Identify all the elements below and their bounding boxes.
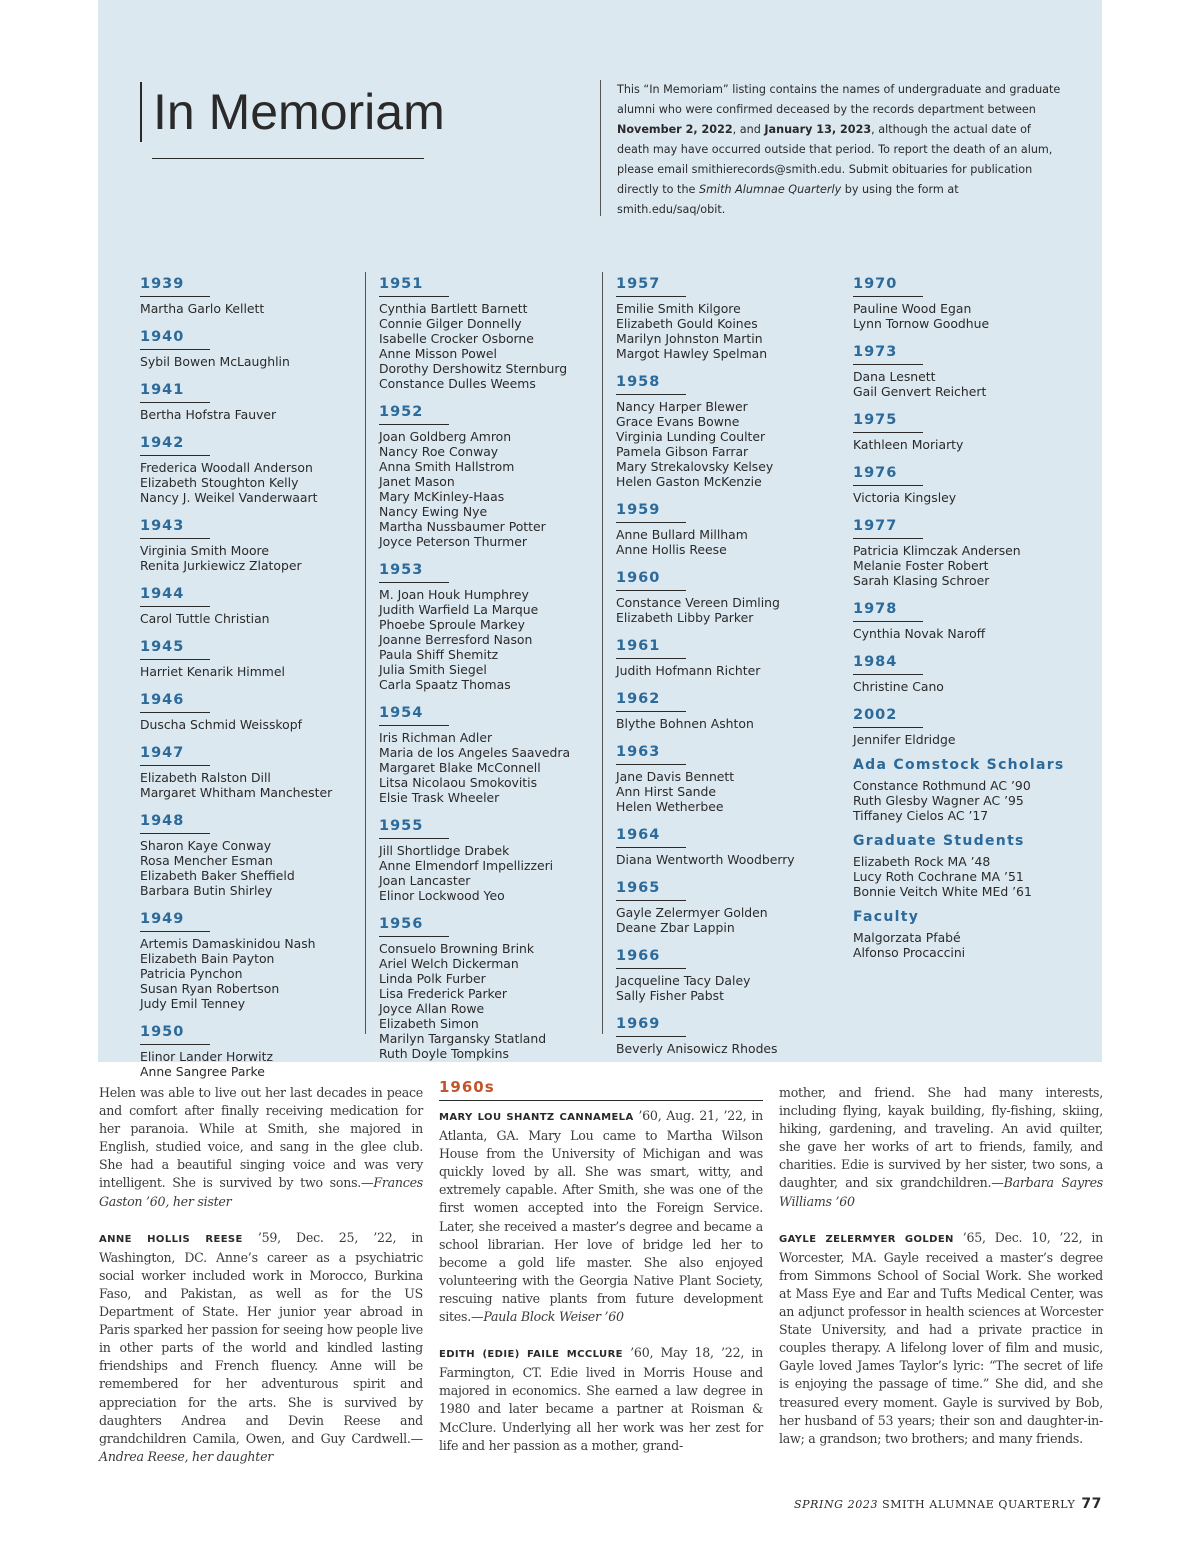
alum-name: Elsie Trask Wheeler	[379, 790, 500, 805]
name-list	[616, 301, 852, 361]
alum-name: Renita Jurkiewicz Zlatoper	[140, 558, 302, 573]
alum-name: Joan Goldberg Amron	[379, 429, 512, 444]
class-year-heading: 1944	[140, 586, 185, 602]
year-rule	[616, 764, 686, 765]
class-year-heading: 1956	[379, 916, 424, 932]
name-list	[853, 854, 1089, 899]
alum-name: Elinor Lockwood Yeo	[379, 888, 505, 903]
year-rule	[616, 522, 686, 523]
year-rule	[140, 833, 210, 834]
listing-column-3	[602, 272, 839, 1056]
alum-name: Patricia Pynchon	[140, 966, 243, 981]
alum-name: Beverly Anisowicz Rhodes	[616, 1041, 778, 1056]
year-rule	[616, 711, 686, 712]
name-list	[140, 354, 376, 369]
class-year-heading: 1976	[853, 465, 898, 481]
alum-name: Margaret Blake McConnell	[379, 760, 541, 775]
alum-name: Mary Strekalovsky Kelsey	[616, 459, 774, 474]
alum-name: Jacqueline Tacy Daley	[616, 973, 751, 988]
year-rule	[616, 658, 686, 659]
alum-name: Marilyn Targansky Statland	[379, 1031, 547, 1046]
alum-name: Artemis Damaskinidou Nash	[140, 936, 316, 951]
class-year-heading: 1947	[140, 745, 185, 761]
alum-name: Victoria Kingsley	[853, 490, 957, 505]
alum-name: Carla Spaatz Thomas	[379, 677, 511, 692]
alum-name: Pauline Wood Egan	[853, 301, 972, 316]
year-rule	[140, 538, 210, 539]
class-year-heading: 1940	[140, 329, 185, 345]
class-year-heading: 1973	[853, 344, 898, 360]
alum-name: Bertha Hofstra Fauver	[140, 407, 277, 422]
obituary-column-2	[439, 1078, 763, 1473]
class-year-heading: 1945	[140, 639, 185, 655]
name-list	[616, 1041, 852, 1056]
alum-name: Elizabeth Rock MA ’48	[853, 854, 991, 869]
name-list	[853, 437, 1089, 452]
alum-name: Patricia Klimczak Andersen	[853, 543, 1021, 558]
alum-name: Nancy Harper Blewer	[616, 399, 748, 414]
alum-name: Sally Fisher Pabst	[616, 988, 724, 1003]
class-year-heading: 1962	[616, 691, 661, 707]
alum-name: Ruth Glesby Wagner AC ’95	[853, 793, 1024, 808]
name-list	[379, 941, 615, 1061]
name-list	[853, 930, 1089, 960]
name-list	[140, 770, 376, 800]
class-year-heading: 1969	[616, 1016, 661, 1032]
title-rule	[152, 158, 424, 159]
alum-name: Lynn Tornow Goodhue	[853, 316, 990, 331]
footer-issue: SPRING 2023	[793, 1498, 879, 1511]
name-list	[616, 595, 852, 625]
year-rule	[616, 900, 686, 901]
name-list	[379, 301, 615, 391]
alum-name: Elizabeth Baker Sheffield	[140, 868, 295, 883]
name-list	[853, 301, 1089, 331]
name-list	[616, 852, 852, 867]
class-year-heading: 1975	[853, 412, 898, 428]
class-year-heading: 1984	[853, 654, 898, 670]
name-list	[140, 543, 376, 573]
name-list	[616, 973, 852, 1003]
year-rule	[853, 296, 923, 297]
year-rule	[140, 765, 210, 766]
name-list	[616, 663, 852, 678]
section-heading: Ada Comstock Scholars	[853, 757, 1065, 773]
alum-name: Judith Warfield La Marque	[379, 602, 539, 617]
alum-name: Phoebe Sproule Markey	[379, 617, 526, 632]
year-rule	[616, 968, 686, 969]
alum-name: Melanie Foster Robert	[853, 558, 989, 573]
alum-name: Joan Lancaster	[379, 873, 471, 888]
alum-name: Joyce Peterson Thurmer	[379, 534, 527, 549]
alum-name: Susan Ryan Robertson	[140, 981, 280, 996]
alum-name: Judy Emil Tenney	[140, 996, 246, 1011]
date-start: November 2, 2022	[617, 123, 733, 136]
class-year-heading: 1966	[616, 948, 661, 964]
alum-name: Rosa Mencher Esman	[140, 853, 273, 868]
page-footer	[794, 1496, 1102, 1512]
year-rule	[853, 485, 923, 486]
class-year-heading: 1942	[140, 435, 185, 451]
alum-name: Martha Garlo Kellett	[140, 301, 265, 316]
alum-name: Margaret Whitham Manchester	[140, 785, 333, 800]
listing-column-4	[853, 272, 1089, 1034]
alum-name: M. Joan Houk Humphrey	[379, 587, 529, 602]
alum-name: Ariel Welch Dickerman	[379, 956, 519, 971]
page-title: In Memoriam	[153, 84, 445, 140]
year-rule	[379, 936, 449, 937]
alum-name: Elizabeth Gould Koines	[616, 316, 758, 331]
year-rule	[379, 296, 449, 297]
alum-name: Frederica Woodall Anderson	[140, 460, 313, 475]
name-list	[379, 429, 615, 549]
class-year-heading: 1943	[140, 518, 185, 534]
year-rule	[616, 394, 686, 395]
alum-name: Constance Rothmund AC ’90	[853, 778, 1031, 793]
class-year-heading: 1978	[853, 601, 898, 617]
name-list	[379, 730, 615, 805]
alum-name: Anne Misson Powel	[379, 346, 497, 361]
name-list	[616, 527, 852, 557]
alum-name: Jane Davis Bennett	[616, 769, 735, 784]
obituary-column-3	[779, 1084, 1103, 1466]
class-year-heading: 1960	[616, 570, 661, 586]
alum-name: Constance Vereen Dimling	[616, 595, 780, 610]
year-rule	[379, 582, 449, 583]
footer-publication: SMITH ALUMNAE QUARTERLY	[882, 1498, 1076, 1511]
alum-name: Elinor Lander Horwitz	[140, 1049, 273, 1064]
alum-name: Gail Genvert Reichert	[853, 384, 987, 399]
year-rule	[616, 296, 686, 297]
class-year-heading: 1958	[616, 374, 661, 390]
alum-name: Nancy J. Weikel Vanderwaart	[140, 490, 318, 505]
class-year-heading: 1970	[853, 276, 898, 292]
alum-name: Maria de los Angeles Saavedra	[379, 745, 571, 760]
alum-name: Harriet Kenarik Himmel	[140, 664, 285, 679]
class-year-heading: 1963	[616, 744, 661, 760]
year-rule	[140, 659, 210, 660]
alum-name: Helen Gaston McKenzie	[616, 474, 762, 489]
year-rule	[140, 296, 210, 297]
class-year-heading: 1954	[379, 705, 424, 721]
obituary-gayle-zelermyer-golden: GAYLE ZELERMYER GOLDEN ’65, Dec. 10, ’22, in Worcester, MA. Gayle received a master’s degree from Simmons School of Social Work. She worked at Mass Eye and Ear and Tufts Medical Center, was an adjunct professor in health sciences at Worcester State University, and had a private practice in couples therapy. A lifelong lover of film and music, Gayle loved James Taylor’s lyric: “The secret of life is enjoying the passage of time.” She did, and she treasured every moment. Gayle is survived by Bob, her husband of 53 years; their son and daughter-in-law; a grandson; two brothers; and many friends.	[779, 1229, 1103, 1446]
name-list	[140, 838, 376, 898]
year-rule	[140, 1044, 210, 1045]
alum-name: Duscha Schmid Weisskopf	[140, 717, 302, 732]
alum-name: Anne Sangree Parke	[140, 1064, 265, 1079]
alum-name: Jill Shortlidge Drabek	[379, 843, 510, 858]
decade-rule	[439, 1100, 763, 1101]
alum-name: Jennifer Eldridge	[853, 732, 956, 747]
alum-name: Diana Wentworth Woodberry	[616, 852, 795, 867]
alum-name: Alfonso Procaccini	[853, 945, 966, 960]
year-rule	[140, 712, 210, 713]
year-rule	[379, 725, 449, 726]
year-rule	[140, 349, 210, 350]
alum-name: Kathleen Moriarty	[853, 437, 964, 452]
alum-name: Tiffaney Cielos AC ’17	[853, 808, 989, 823]
alum-name: Virginia Lunding Coulter	[616, 429, 766, 444]
class-year-heading: 1952	[379, 404, 424, 420]
class-year-heading: 1949	[140, 911, 185, 927]
year-rule	[616, 1036, 686, 1037]
year-rule	[140, 455, 210, 456]
class-year-heading: 1965	[616, 880, 661, 896]
class-year-heading: 1941	[140, 382, 185, 398]
class-year-heading: 1957	[616, 276, 661, 292]
alum-name: Janet Mason	[379, 474, 455, 489]
alum-name: Bonnie Veitch White MEd ’61	[853, 884, 1032, 899]
alum-name: Nancy Roe Conway	[379, 444, 499, 459]
name-list	[853, 626, 1089, 641]
alum-name: Anne Hollis Reese	[616, 542, 727, 557]
year-rule	[616, 847, 686, 848]
alum-name: Barbara Butin Shirley	[140, 883, 273, 898]
alum-name: Dana Lesnett	[853, 369, 936, 384]
alum-name: Lisa Frederick Parker	[379, 986, 508, 1001]
alum-name: Carol Tuttle Christian	[140, 611, 270, 626]
alum-name: Lucy Roth Cochrane MA ’51	[853, 869, 1024, 884]
alum-name: Iris Richman Adler	[379, 730, 493, 745]
name-list	[140, 1049, 376, 1079]
name-list	[379, 587, 615, 692]
name-list	[616, 905, 852, 935]
year-rule	[853, 727, 923, 728]
name-list	[853, 732, 1089, 747]
alum-name: Grace Evans Bowne	[616, 414, 740, 429]
publication-name: Smith Alumnae Quarterly	[698, 183, 842, 196]
alum-name: Sarah Klasing Schroer	[853, 573, 990, 588]
name-list	[853, 490, 1089, 505]
alum-name: Anne Bullard Millham	[616, 527, 748, 542]
name-list	[616, 716, 852, 731]
alum-name: Elizabeth Libby Parker	[616, 610, 754, 625]
alum-name: Christine Cano	[853, 679, 944, 694]
alum-name: Gayle Zelermyer Golden	[616, 905, 768, 920]
year-rule	[379, 838, 449, 839]
year-rule	[853, 538, 923, 539]
alum-name: Constance Dulles Weems	[379, 376, 536, 391]
class-year-heading: 1939	[140, 276, 185, 292]
alum-name: Elizabeth Bain Payton	[140, 951, 275, 966]
alum-name: Cynthia Bartlett Barnett	[379, 301, 528, 316]
name-list	[379, 843, 615, 903]
name-list	[616, 399, 852, 489]
alum-name: Joanne Berresford Nason	[379, 632, 533, 647]
alum-name: Deane Zbar Lappin	[616, 920, 735, 935]
date-end: January 13, 2023	[764, 123, 872, 136]
alum-name: Sharon Kaye Conway	[140, 838, 272, 853]
alum-name: Blythe Bohnen Ashton	[616, 716, 754, 731]
obituary-helen: Helen was able to live out her last decades in peace and comfort after finally receiving medication for her paranoia. While at Smith, she majored in English, studied voice, and sang in the glee club. She had a beautiful singing voice and was very intelligent. She is survived by two sons.—Frances Gaston ’60, her sister	[99, 1085, 423, 1209]
alum-name: Mary McKinley-Haas	[379, 489, 505, 504]
obituary-edith-faile-mcclure-continued: mother, and friend. She had many interests, including flying, kayak building, fly-fishing, skiing, hiking, gardening, and traveling. An avid quilter, she gave her works of art to friends, family, and charities. Edie is survived by her sister, two sons, a daughter, and six grandchildren.—Barbara Sayres Williams ’60	[779, 1085, 1104, 1209]
page-number: 77	[1081, 1496, 1102, 1512]
alum-name: Nancy Ewing Nye	[379, 504, 488, 519]
alum-name: Margot Hawley Spelman	[616, 346, 768, 361]
class-year-heading: 1953	[379, 562, 424, 578]
alum-name: Virginia Smith Moore	[140, 543, 269, 558]
year-rule	[853, 432, 923, 433]
alum-name: Julia Smith Siegel	[379, 662, 487, 677]
alum-name: Sybil Bowen McLaughlin	[140, 354, 290, 369]
name-list	[140, 936, 376, 1011]
alum-name: Dorothy Dershowitz Sternburg	[379, 361, 568, 376]
name-list	[140, 407, 376, 422]
year-rule	[140, 606, 210, 607]
year-rule	[853, 364, 923, 365]
alum-name: Litsa Nicolaou Smokovitis	[379, 775, 538, 790]
listing-column-2	[365, 272, 602, 1061]
title-bar	[140, 82, 142, 142]
class-year-heading: 1951	[379, 276, 424, 292]
year-rule	[853, 674, 923, 675]
alum-name: Marilyn Johnston Martin	[616, 331, 763, 346]
alum-name: Elizabeth Simon	[379, 1016, 479, 1031]
class-year-heading: 1959	[616, 502, 661, 518]
name-list	[616, 769, 852, 814]
obituary-edith-faile-mcclure: EDITH (EDIE) FAILE MCCLURE ’60, May 18, ’22, in Farmington, CT. Edie lived in Morris House and majored in economics. She earned a law degree in 1980 and later became a partner at Roisman & McClure. Underlying all her work was her zest for life and her passion as a mother, grand-	[439, 1345, 763, 1453]
obituary-column-1	[99, 1084, 423, 1484]
alum-name: Ruth Doyle Tompkins	[379, 1046, 509, 1061]
year-rule	[140, 402, 210, 403]
class-year-heading: 1948	[140, 813, 185, 829]
obituary-mary-lou-shantz-cannamela: MARY LOU SHANTZ CANNAMELA ’60, Aug. 21, ’22, in Atlanta, GA. Mary Lou came to Martha Wilson House from the University of Michigan and was quickly loved by all. She was smart, witty, and extremely capable. After Smith, she was one of the first women accepted into the Foreign Service. Later, she received a master’s degree and became a school librarian. Her love of bridge led her to become a gold life master. She also enjoyed volunteering with the Georgia Native Plant Society, rescuing native plants from future development sites.—Paula Block Weiser ’60	[439, 1108, 763, 1325]
class-year-heading: 1955	[379, 818, 424, 834]
alum-name: Judith Hofmann Richter	[616, 663, 761, 678]
name-list	[853, 679, 1089, 694]
alum-name: Connie Gilger Donnelly	[379, 316, 522, 331]
section-heading: Graduate Students	[853, 833, 1025, 849]
alum-name: Joyce Allan Rowe	[379, 1001, 485, 1016]
alum-name: Consuelo Browning Brink	[379, 941, 535, 956]
name-list	[140, 460, 376, 505]
decade-heading: 1960s	[439, 1078, 495, 1096]
year-rule	[853, 621, 923, 622]
name-list	[853, 778, 1089, 823]
alum-name: Malgorzata Pfabé	[853, 930, 961, 945]
alum-name: Cynthia Novak Naroff	[853, 626, 986, 641]
name-list	[140, 664, 376, 679]
name-list	[140, 301, 376, 316]
name-list	[853, 543, 1089, 588]
alum-name: Linda Polk Furber	[379, 971, 486, 986]
alum-name: Ann Hirst Sande	[616, 784, 717, 799]
intro-text: This “In Memoriam” listing contains the names of undergraduate and graduate alumni who were confirmed deceased by the records department between November 2, 2022, and January 13, 2023, although the actual date of death may have occurred outside that period. To report the death of an alum, please email smithierecords@smith.edu. Submit obituaries for publication directly to the Smith Alumnae Quarterly by using the form at smith.edu/saq/obit.	[600, 80, 1066, 216]
alum-name: Martha Nussbaumer Potter	[379, 519, 546, 534]
alum-name: Anne Elmendorf Impellizzeri	[379, 858, 554, 873]
listing-column-1	[140, 272, 376, 1079]
section-heading: Faculty	[853, 909, 920, 925]
alum-name: Elizabeth Ralston Dill	[140, 770, 271, 785]
alum-name: Emilie Smith Kilgore	[616, 301, 741, 316]
name-list	[140, 717, 376, 732]
year-rule	[379, 424, 449, 425]
alum-name: Isabelle Crocker Osborne	[379, 331, 534, 346]
name-list	[140, 611, 376, 626]
alum-name: Paula Shiff Shemitz	[379, 647, 499, 662]
class-year-heading: 1977	[853, 518, 898, 534]
name-list	[853, 369, 1089, 399]
alum-name: Anna Smith Hallstrom	[379, 459, 515, 474]
class-year-heading: 1964	[616, 827, 661, 843]
obituary-anne-hollis-reese: ANNE HOLLIS REESE ’59, Dec. 25, ’22, in Washington, DC. Anne’s career as a psychiatric social worker included work in Morocco, Burkina Faso, and Pakistan, as well as for the US Department of State. Her junior year abroad in Paris sparked her passion for seeing how people live in other parts of the world and kindled lasting friendships and French fluency. Anne will be remembered for her adventurous spirit and appreciation for the arts. She is survived by daughters Andrea and Devin Reese and grandchildren Camila, Owen, and Guy Cardwell.—Andrea Reese, her daughter	[99, 1229, 423, 1464]
year-rule	[140, 931, 210, 932]
class-year-heading: 1946	[140, 692, 185, 708]
year-rule	[616, 590, 686, 591]
class-year-heading: 1950	[140, 1024, 185, 1040]
class-year-heading: 1961	[616, 638, 661, 654]
alum-name: Elizabeth Stoughton Kelly	[140, 475, 299, 490]
class-year-heading: 2002	[853, 707, 898, 723]
alum-name: Pamela Gibson Farrar	[616, 444, 749, 459]
alum-name: Helen Wetherbee	[616, 799, 724, 814]
